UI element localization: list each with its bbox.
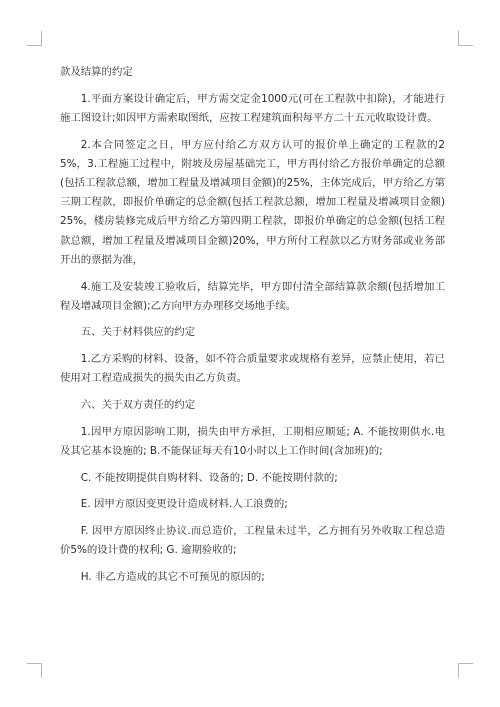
paragraph-clause-2-3: 2.本合同签定之日，甲方应付给乙方双方认可的报价单上确定的工程款的25%，3.工程施工过程中，附坡及房屋基础完工，甲方再付给乙方报价单确定的总额(包括工程款总额，增加工程量及增减项目金额)的25%，主体完成后，甲方给乙方第三期工程款，即报价单确定的总金额(包括工程款总额，增加工程量及增减项目金额)25%，楼房装修完成后甲方给乙方第四期工程款，即报价单确定的总金额(包括工程款总额，增加工程量及增减项目金额)20%，甲方所付工程款以乙方财务部或业务部开出的票据为准， [60, 138, 445, 266]
paragraph-responsibility-1: 1.因甲方原因影响工期，损失由甲方承担，工期相应顺延; A. 不能按期供水.电及其它基本设施的; B.不能保证每天有10小时以上工作时间(含加班)的; [60, 425, 445, 457]
paragraph-materials-1: 1.乙方采购的材料、设备，如不符合质量要求或规格有差异，应禁止使用，若已使用对工程造成损失的损失由乙方负责。 [60, 353, 445, 385]
paragraph-clause-1: 1.平面方案设计确定后，甲方需交定金1000元(可在工程款中扣除)，才能进行施工图设计;如因甲方需索取图纸，应按工程建筑面积每平方二十五元收取设计费。 [60, 92, 445, 124]
document-body [60, 63, 445, 595]
crop-mark-top-right [458, 31, 473, 46]
paragraph-item-f-g: F. 因甲方原因终止协议.而总造价，工程量未过半，乙方拥有另外收取工程总造价5%的设计费的权利; G. 逾期验收的; [60, 525, 445, 557]
paragraph-clause-4: 4.施工及安装竣工验收后，结算完毕，甲方即付清全部结算款余额(包括增加工程及增减项目金额);乙方向甲方办理移交场地手续。 [60, 280, 445, 312]
crop-mark-top-left [27, 31, 42, 46]
paragraph-item-h: H. 非乙方造成的其它不可预见的原因的; [80, 570, 265, 583]
paragraph-item-e: E. 因甲方原因变更设计造成材料.人工浪费的; [80, 498, 288, 511]
section-heading-responsibilities: 六、关于双方责任的约定 [80, 399, 196, 412]
crop-mark-bottom-left [27, 663, 42, 678]
section-heading-materials: 五、关于材料供应的约定 [80, 326, 196, 339]
paragraph-continuation-heading: 款及结算的约定 [60, 66, 133, 78]
paragraph-item-c-d: C. 不能按期提供自购材料、设备的; D. 不能按期付款的; [80, 471, 338, 484]
crop-mark-bottom-right [458, 663, 473, 678]
